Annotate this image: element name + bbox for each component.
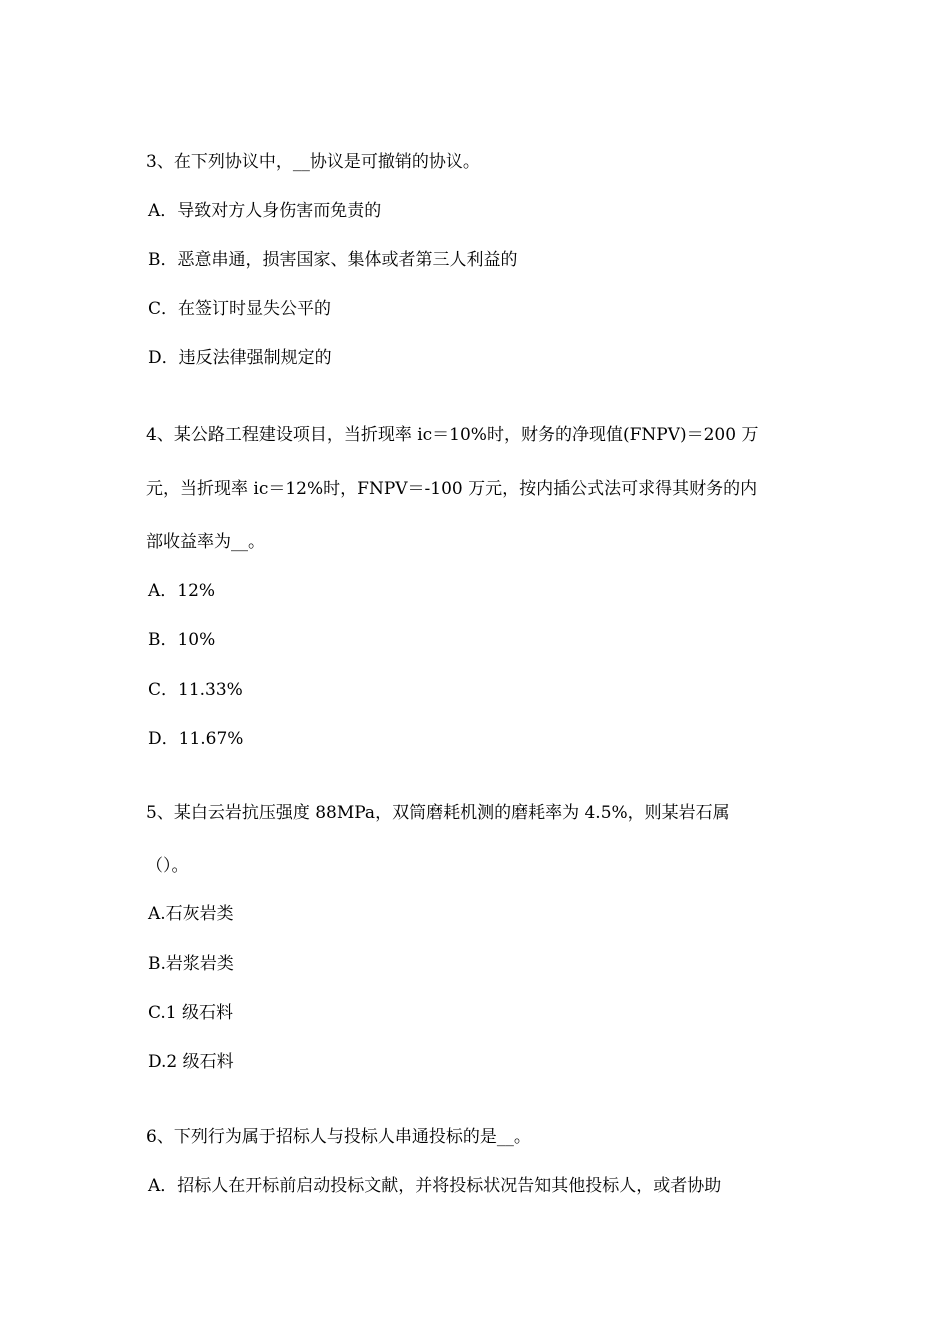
question-3-option-d: D．违反法律强制规定的	[148, 348, 332, 368]
question-5-option-a: A.石灰岩类	[148, 904, 234, 924]
question-4-text-line-2: 元，当折现率 ic＝12%时，FNPV＝-100 万元，按内插公式法可求得其财务的内	[146, 479, 758, 499]
question-5-option-d: D.2 级石料	[148, 1052, 234, 1072]
question-4-option-c: C．11.33%	[148, 680, 243, 700]
question-5-option-c: C.1 级石料	[148, 1003, 234, 1023]
question-4-option-d: D．11.67%	[148, 729, 244, 749]
question-3-option-c: C．在签订时显失公平的	[148, 299, 332, 319]
question-4-option-a: A．12%	[148, 581, 216, 601]
question-4-text-line-3: 部收益率为__。	[146, 532, 265, 552]
question-6-text: 6、下列行为属于招标人与投标人串通投标的是__。	[146, 1127, 531, 1147]
question-5-text-line-1: 5、某白云岩抗压强度 88MPa，双筒磨耗机测的磨耗率为 4.5%，则某岩石属	[146, 803, 730, 823]
question-4-text-line-1: 4、某公路工程建设项目，当折现率 ic＝10%时，财务的净现值(FNPV)＝200 万	[146, 425, 759, 445]
question-3-text: 3、在下列协议中，__协议是可撤销的协议。	[146, 152, 480, 172]
question-3-option-a: A．导致对方人身伤害而免责的	[148, 201, 382, 221]
question-6-option-a: A．招标人在开标前启动投标文献，并将投标状况告知其他投标人，或者协助	[148, 1176, 722, 1196]
question-5-text-line-2: （）。	[146, 856, 189, 876]
question-4-option-b: B．10%	[148, 630, 216, 650]
question-3-option-b: B．恶意串通，损害国家、集体或者第三人利益的	[148, 250, 518, 270]
question-5-option-b: B.岩浆岩类	[148, 954, 234, 974]
